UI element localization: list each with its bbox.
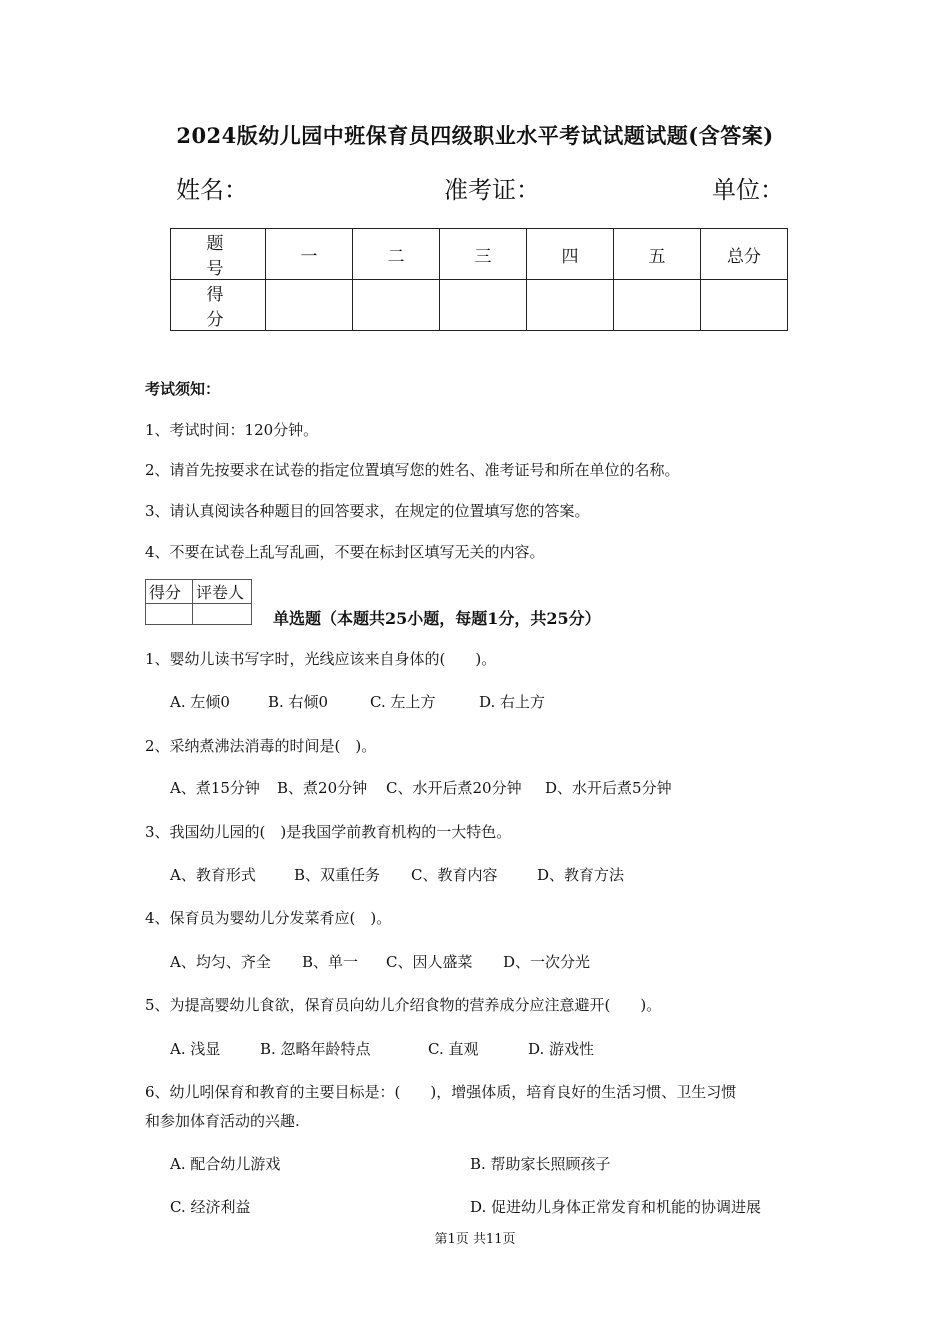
grader-score-cell [146,604,193,625]
option: A. 浅显 [170,1040,221,1058]
option: C. 经济利益 [170,1198,251,1216]
option: B. 忽略年龄特点 [260,1040,371,1058]
question-text: 2、采纳煮沸法消毒的时间是( )。 [145,737,377,755]
option: A、均匀、齐全 [170,953,271,971]
option: D. 促进幼儿身体正常发育和机能的协调进展 [470,1198,762,1216]
option: C、因人盛菜 [386,953,473,971]
option: B、双重任务 [294,866,381,884]
option: D、水开后煮5分钟 [545,779,672,797]
notice-heading: 考试须知： [145,380,221,398]
question-number-header: 题 号 [171,229,266,280]
score-table-score-row [171,280,788,331]
section-4-header: 四 [527,229,614,280]
section-2-header: 二 [353,229,440,280]
option: B、单一 [302,953,359,971]
score-cell [614,280,701,331]
option: B. 右倾0 [268,693,329,711]
exam-title: 2024版幼儿园中班保育员四级职业水平考试试题试题(含答案) [176,123,774,148]
question-text: 5、为提高婴幼儿食欲，保育员向幼儿介绍食物的营养成分应注意避开( )。 [145,996,662,1014]
score-table [170,228,788,331]
option: A、煮15分钟 [170,779,260,797]
ticket-label: 准考证： [444,176,540,204]
option: A. 左倾0 [170,693,230,711]
question-text: 1、婴幼儿读书写字时，光线应该来自身体的( )。 [145,650,497,668]
question-text: 6、幼儿吲保育和教育的主要目标是：( )，增强体质，培育良好的生活习惯、卫生习惯 [145,1083,737,1101]
option: A、教育形式 [170,866,256,884]
section-title: 单选题（本题共25小题，每题1分，共25分） [273,609,601,628]
option: D、一次分光 [503,953,591,971]
total-header: 总分 [701,229,788,280]
grader-name-label: 评卷人 [193,580,252,604]
score-table-header-row [171,229,788,280]
question-text: 3、我国幼儿园的( )是我国学前教育机构的一大特色。 [145,823,512,841]
notice-item: 3、请认真阅读各种题目的回答要求，在规定的位置填写您的答案。 [145,502,590,520]
notice-item: 2、请首先按要求在试卷的指定位置填写您的姓名、准考证号和所在单位的名称。 [145,461,680,479]
score-cell [440,280,527,331]
notice-item: 4、不要在试卷上乱写乱画，不要在标封区填写无关的内容。 [145,543,545,561]
option: C. 直观 [428,1040,479,1058]
section-1-header: 一 [266,229,353,280]
option: A. 配合幼儿游戏 [170,1155,281,1173]
question-text: 4、保育员为婴幼儿分发菜肴应( )。 [145,909,392,927]
option: B、煮20分钟 [277,779,368,797]
option: B. 帮助家长照顾孩子 [470,1155,611,1173]
score-cell [701,280,788,331]
option: D、教育方法 [537,866,625,884]
score-cell [353,280,440,331]
score-row-header: 得 分 [171,280,266,331]
option: C、教育内容 [411,866,498,884]
unit-label: 单位： [712,176,784,204]
option: D. 游戏性 [528,1040,595,1058]
section-3-header: 三 [440,229,527,280]
score-cell [266,280,353,331]
page-footer: 第1页 共11页 [434,1232,516,1247]
name-label: 姓名： [176,176,248,204]
section-5-header: 五 [614,229,701,280]
option: C. 左上方 [370,693,436,711]
option: D. 右上方 [479,693,546,711]
notice-item: 1、考试时间：120分钟。 [145,421,319,439]
grader-box [145,579,252,625]
question-text-continued: 和参加体育活动的兴趣. [145,1112,300,1130]
score-cell [527,280,614,331]
grader-score-label: 得分 [146,580,193,604]
option: C、水开后煮20分钟 [386,779,522,797]
grader-name-cell [193,604,252,625]
